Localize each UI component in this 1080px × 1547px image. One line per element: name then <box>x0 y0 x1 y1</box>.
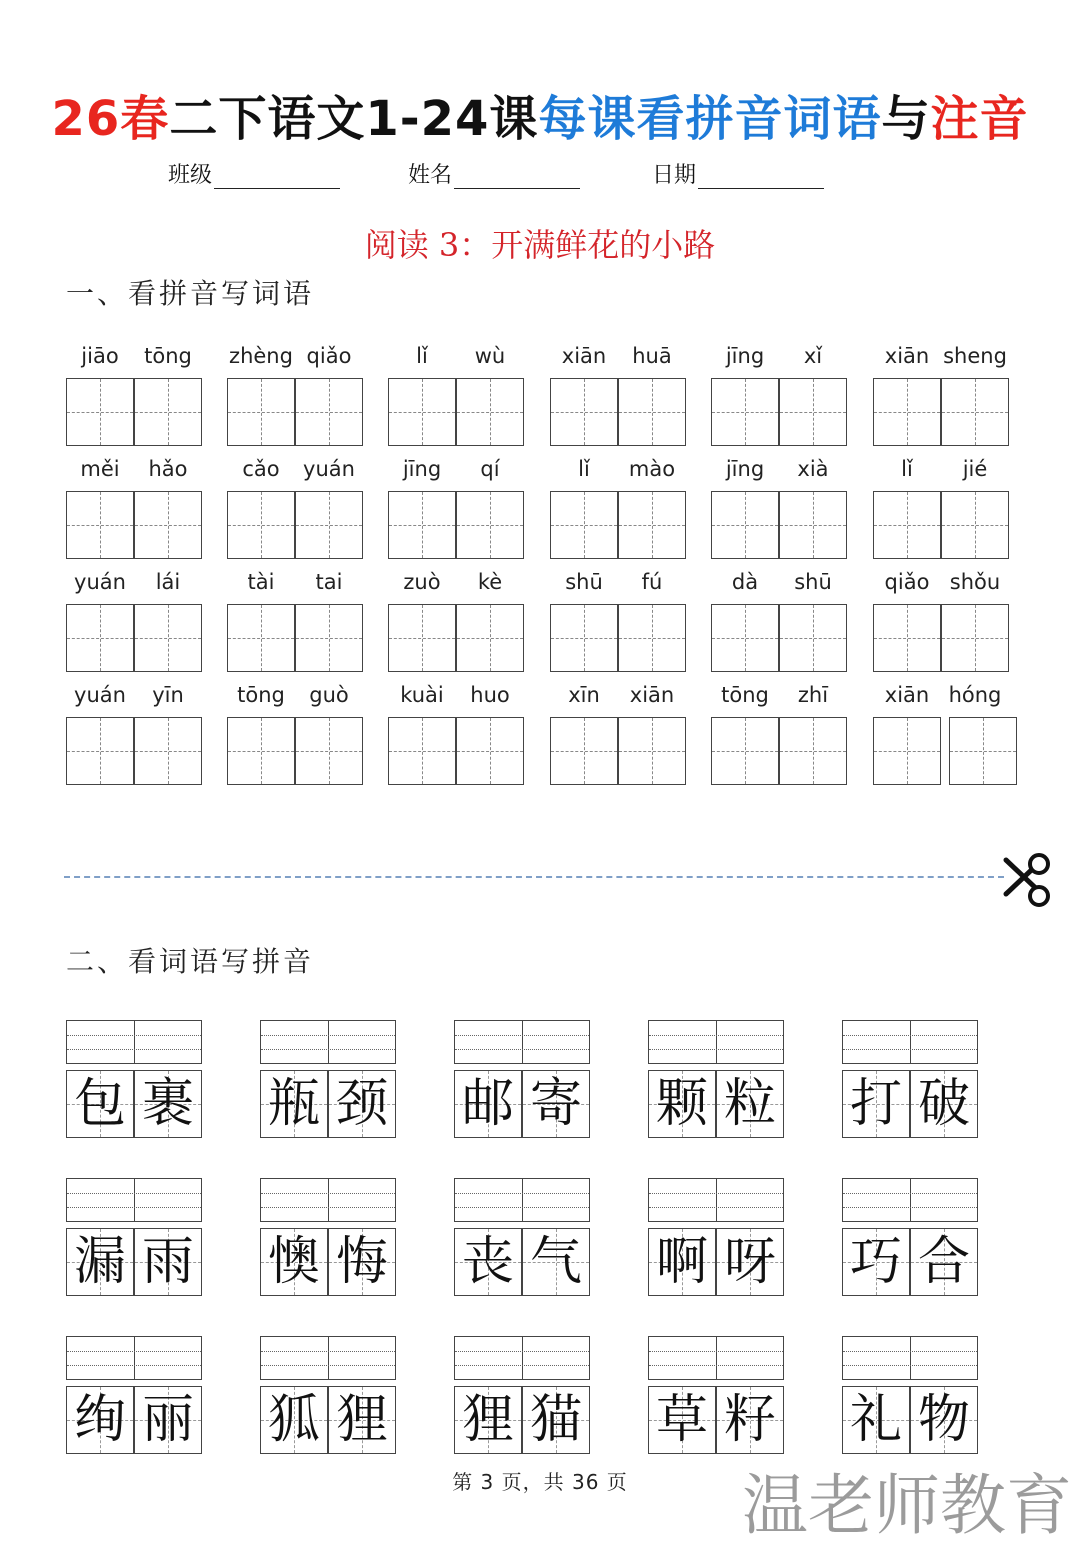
pinyin-syllable: wù <box>474 344 506 368</box>
pinyin-syllable: qiǎo <box>306 344 352 368</box>
pinyin-syllable: xiān <box>884 683 930 707</box>
pinyin-syllable: jié <box>962 457 988 481</box>
character-box <box>522 1386 590 1454</box>
pinyin-syllable: jīng <box>725 344 765 368</box>
pinyin-syllable: lǐ <box>416 344 428 368</box>
pinyin-row <box>711 457 847 487</box>
pinyin-word-item <box>66 344 202 446</box>
pinyin-syllable: zhī <box>797 683 829 707</box>
title-part: 每课看拼音词语 <box>538 91 882 147</box>
character-box <box>910 1070 978 1138</box>
writing-box[interactable] <box>550 491 618 559</box>
character-box <box>328 1228 396 1296</box>
character-box <box>842 1386 910 1454</box>
pinyin-writing-lines[interactable] <box>648 1020 784 1064</box>
pinyin-word-item <box>388 457 524 559</box>
character-box <box>716 1386 784 1454</box>
pinyin-syllable: hóng <box>948 683 1002 707</box>
pinyin-syllable: zhèng <box>229 344 293 368</box>
cut-line-divider <box>64 876 1004 878</box>
character-box <box>134 1228 202 1296</box>
pinyin-word-item <box>227 457 363 559</box>
pinyin-writing-lines[interactable] <box>66 1178 202 1222</box>
writing-box[interactable] <box>66 491 134 559</box>
writing-box[interactable] <box>779 604 847 672</box>
writing-box[interactable] <box>550 378 618 446</box>
pinyin-row <box>711 344 847 374</box>
writing-box[interactable] <box>711 717 779 785</box>
writing-box[interactable] <box>618 717 686 785</box>
pinyin-row <box>388 457 524 487</box>
pinyin-row <box>550 683 686 713</box>
character-box <box>842 1228 910 1296</box>
character-box <box>842 1070 910 1138</box>
pinyin-row <box>227 457 363 487</box>
writing-box[interactable] <box>618 604 686 672</box>
writing-box[interactable] <box>711 378 779 446</box>
word-item <box>842 1178 978 1296</box>
lesson-title: 阅读 3：开满鲜花的小路 <box>364 226 716 264</box>
section2-heading: 二、看词语写拼音 <box>66 945 315 978</box>
word-item <box>454 1178 590 1296</box>
writing-box[interactable] <box>227 491 295 559</box>
pinyin-writing-lines[interactable] <box>842 1336 978 1380</box>
pinyin-syllable: hǎo <box>148 457 188 481</box>
writing-box[interactable] <box>550 717 618 785</box>
character-box <box>260 1386 328 1454</box>
writing-box[interactable] <box>949 717 1017 785</box>
student-info-row <box>0 158 1080 190</box>
word-character: 丧 <box>461 1232 514 1292</box>
pinyin-syllable: xià <box>797 457 829 481</box>
writing-box[interactable] <box>227 378 295 446</box>
word-item <box>260 1020 396 1138</box>
word-character: 漏 <box>73 1232 126 1292</box>
pinyin-syllable: lǐ <box>901 457 913 481</box>
pinyin-row <box>388 344 524 374</box>
pinyin-row <box>66 683 202 713</box>
character-box <box>648 1386 716 1454</box>
word-item <box>842 1020 978 1138</box>
class-label: 班级 <box>168 163 213 188</box>
date-field[interactable] <box>652 158 824 189</box>
pinyin-row <box>66 344 202 374</box>
pinyin-row <box>550 570 686 600</box>
pinyin-writing-lines[interactable] <box>260 1178 396 1222</box>
word-item <box>260 1178 396 1296</box>
pinyin-syllable: tōng <box>721 683 769 707</box>
writing-box[interactable] <box>66 604 134 672</box>
writing-box[interactable] <box>711 604 779 672</box>
pinyin-syllable: tai <box>315 570 343 594</box>
word-item <box>454 1336 590 1454</box>
writing-box[interactable] <box>941 378 1009 446</box>
writing-box[interactable] <box>456 378 524 446</box>
word-character: 草 <box>655 1390 708 1450</box>
pinyin-word-item <box>388 570 524 672</box>
character-box <box>454 1228 522 1296</box>
writing-box[interactable] <box>618 378 686 446</box>
title-part: 注音 <box>930 91 1029 147</box>
writing-box[interactable] <box>295 378 363 446</box>
worksheet-title <box>0 80 1080 149</box>
word-character: 懊 <box>267 1232 320 1292</box>
pinyin-row <box>711 683 847 713</box>
pinyin-syllable: xīn <box>568 683 600 707</box>
writing-box[interactable] <box>295 604 363 672</box>
pinyin-syllable: xiān <box>884 344 930 368</box>
word-character: 破 <box>917 1074 970 1134</box>
word-character: 巧 <box>849 1232 902 1292</box>
pinyin-row <box>550 457 686 487</box>
word-item <box>648 1020 784 1138</box>
writing-box[interactable] <box>134 604 202 672</box>
pinyin-row <box>227 683 363 713</box>
date-label: 日期 <box>652 163 697 188</box>
character-box <box>454 1386 522 1454</box>
word-character: 合 <box>917 1232 970 1292</box>
pinyin-word-item <box>550 683 686 785</box>
word-character: 寄 <box>529 1074 582 1134</box>
pinyin-writing-lines[interactable] <box>260 1336 396 1380</box>
pinyin-word-item <box>550 344 686 446</box>
word-item <box>66 1178 202 1296</box>
character-box <box>522 1070 590 1138</box>
pinyin-syllable: qí <box>480 457 500 481</box>
name-blank-line[interactable] <box>454 168 580 189</box>
writing-box[interactable] <box>134 378 202 446</box>
character-box <box>260 1070 328 1138</box>
pinyin-syllable: sheng <box>943 344 1007 368</box>
pinyin-row <box>550 344 686 374</box>
title-part: 二下语文1-24课 <box>169 91 539 147</box>
pinyin-syllable: jiāo <box>81 344 119 368</box>
writing-box[interactable] <box>711 491 779 559</box>
pinyin-word-item <box>66 570 202 672</box>
pinyin-writing-lines[interactable] <box>842 1020 978 1064</box>
pinyin-row <box>227 570 363 600</box>
pinyin-word-item <box>388 683 524 785</box>
pinyin-word-item <box>873 683 1009 785</box>
word-item <box>66 1336 202 1454</box>
word-item <box>260 1336 396 1454</box>
word-character: 打 <box>849 1074 902 1134</box>
word-character: 呀 <box>723 1232 776 1292</box>
pinyin-word-item <box>711 457 847 559</box>
character-box <box>260 1228 328 1296</box>
word-character: 气 <box>529 1232 582 1292</box>
pinyin-writing-lines[interactable] <box>648 1178 784 1222</box>
title-part: 26春 <box>51 91 170 147</box>
writing-box[interactable] <box>779 717 847 785</box>
pinyin-row <box>66 457 202 487</box>
writing-box[interactable] <box>388 491 456 559</box>
writing-box[interactable] <box>873 378 941 446</box>
pinyin-syllable: huo <box>470 683 510 707</box>
pinyin-row <box>873 570 1009 600</box>
pinyin-word-item <box>711 344 847 446</box>
scissors-icon <box>992 848 1056 912</box>
pinyin-syllable: shǒu <box>949 570 1001 594</box>
word-character: 啊 <box>655 1232 708 1292</box>
word-character: 物 <box>917 1390 970 1450</box>
pinyin-writing-lines[interactable] <box>66 1020 202 1064</box>
writing-box[interactable] <box>941 491 1009 559</box>
word-character: 悔 <box>335 1232 388 1292</box>
pinyin-word-item <box>873 457 1009 559</box>
pinyin-syllable: kè <box>477 570 503 594</box>
pinyin-word-item <box>711 570 847 672</box>
writing-box[interactable] <box>295 491 363 559</box>
pinyin-word-item <box>711 683 847 785</box>
writing-box[interactable] <box>941 604 1009 672</box>
character-box <box>648 1228 716 1296</box>
name-label: 姓名 <box>408 163 453 188</box>
pinyin-syllable: lǐ <box>578 457 590 481</box>
pinyin-syllable: lái <box>155 570 181 594</box>
pinyin-syllable: kuài <box>400 683 444 707</box>
pinyin-syllable: dà <box>731 570 759 594</box>
writing-box[interactable] <box>779 491 847 559</box>
writing-box[interactable] <box>134 717 202 785</box>
pinyin-row <box>873 683 1009 713</box>
character-box <box>648 1070 716 1138</box>
writing-box[interactable] <box>550 604 618 672</box>
word-character: 粒 <box>723 1074 776 1134</box>
writing-box[interactable] <box>873 604 941 672</box>
pinyin-word-item <box>873 570 1009 672</box>
pinyin-writing-lines[interactable] <box>454 1178 590 1222</box>
pinyin-writing-lines[interactable] <box>66 1336 202 1380</box>
character-box <box>910 1386 978 1454</box>
pinyin-syllable: jīng <box>402 457 442 481</box>
word-item <box>66 1020 202 1138</box>
pinyin-row <box>711 570 847 600</box>
pinyin-syllable: shū <box>565 570 603 594</box>
word-character: 瓶 <box>267 1074 320 1134</box>
writing-box[interactable] <box>873 491 941 559</box>
word-character: 狸 <box>461 1390 514 1450</box>
page-number: 第 3 页，共 36 页 <box>452 1470 628 1494</box>
character-box <box>910 1228 978 1296</box>
word-character: 丽 <box>141 1390 194 1450</box>
pinyin-syllable: mào <box>628 457 676 481</box>
writing-box[interactable] <box>456 717 524 785</box>
writing-box[interactable] <box>779 378 847 446</box>
word-character: 雨 <box>141 1232 194 1292</box>
pinyin-syllable: tōng <box>237 683 285 707</box>
pinyin-syllable: xǐ <box>803 344 823 368</box>
character-box <box>134 1070 202 1138</box>
character-box <box>134 1386 202 1454</box>
class-field[interactable] <box>168 158 340 189</box>
pinyin-row <box>873 344 1009 374</box>
writing-box[interactable] <box>66 717 134 785</box>
pinyin-word-item <box>66 457 202 559</box>
character-box <box>454 1070 522 1138</box>
pinyin-syllable: jīng <box>725 457 765 481</box>
word-character: 礼 <box>849 1390 902 1450</box>
word-character: 狸 <box>335 1390 388 1450</box>
character-box <box>716 1070 784 1138</box>
pinyin-writing-lines[interactable] <box>648 1336 784 1380</box>
writing-box[interactable] <box>388 717 456 785</box>
pinyin-word-item <box>388 344 524 446</box>
writing-box[interactable] <box>227 604 295 672</box>
name-field[interactable] <box>408 158 580 189</box>
pinyin-syllable: yuán <box>74 570 126 594</box>
title-part: 与 <box>881 91 931 147</box>
pinyin-writing-lines[interactable] <box>842 1178 978 1222</box>
pinyin-writing-lines[interactable] <box>454 1020 590 1064</box>
pinyin-word-item <box>66 683 202 785</box>
pinyin-syllable: cǎo <box>242 457 280 481</box>
pinyin-syllable: tài <box>247 570 275 594</box>
pinyin-writing-lines[interactable] <box>454 1336 590 1380</box>
pinyin-row <box>227 344 363 374</box>
character-box <box>66 1386 134 1454</box>
date-blank-line[interactable] <box>698 168 824 189</box>
pinyin-row <box>388 683 524 713</box>
pinyin-row <box>388 570 524 600</box>
character-box <box>716 1228 784 1296</box>
word-character: 邮 <box>461 1074 514 1134</box>
section1-heading: 一、看拼音写词语 <box>66 277 315 310</box>
pinyin-syllable: fú <box>641 570 663 594</box>
pinyin-row <box>66 570 202 600</box>
writing-box[interactable] <box>66 378 134 446</box>
pinyin-syllable: shū <box>794 570 832 594</box>
writing-box[interactable] <box>456 604 524 672</box>
pinyin-word-item <box>873 344 1009 446</box>
writing-box[interactable] <box>456 491 524 559</box>
pinyin-syllable: yīn <box>152 683 184 707</box>
pinyin-word-item <box>227 570 363 672</box>
word-item <box>648 1336 784 1454</box>
pinyin-syllable: zuò <box>403 570 441 594</box>
word-character: 颗 <box>655 1074 708 1134</box>
pinyin-word-item <box>227 683 363 785</box>
word-item <box>648 1178 784 1296</box>
word-character: 颈 <box>335 1074 388 1134</box>
pinyin-syllable: měi <box>80 457 120 481</box>
writing-box[interactable] <box>618 491 686 559</box>
class-blank-line[interactable] <box>214 168 340 189</box>
word-character: 绚 <box>73 1390 126 1450</box>
word-character: 包 <box>73 1074 126 1134</box>
pinyin-row <box>873 457 1009 487</box>
pinyin-syllable: qiǎo <box>884 570 930 594</box>
word-character: 狐 <box>267 1390 320 1450</box>
pinyin-syllable: yuán <box>74 683 126 707</box>
word-character: 籽 <box>723 1390 776 1450</box>
word-character: 裹 <box>141 1074 194 1134</box>
word-item <box>842 1336 978 1454</box>
pinyin-syllable: guò <box>309 683 349 707</box>
character-box <box>66 1228 134 1296</box>
watermark-text: 温老师教育 <box>742 1467 1072 1544</box>
writing-box[interactable] <box>388 604 456 672</box>
character-box <box>328 1386 396 1454</box>
writing-box[interactable] <box>227 717 295 785</box>
pinyin-syllable: xiān <box>561 344 607 368</box>
character-box <box>66 1070 134 1138</box>
character-box <box>522 1228 590 1296</box>
word-item <box>454 1020 590 1138</box>
pinyin-writing-lines[interactable] <box>260 1020 396 1064</box>
word-character: 猫 <box>529 1390 582 1450</box>
pinyin-syllable: xiān <box>629 683 675 707</box>
writing-box[interactable] <box>388 378 456 446</box>
pinyin-syllable: huā <box>632 344 672 368</box>
writing-box[interactable] <box>134 491 202 559</box>
character-box <box>328 1070 396 1138</box>
pinyin-syllable: tōng <box>144 344 192 368</box>
writing-box[interactable] <box>295 717 363 785</box>
pinyin-word-item <box>550 457 686 559</box>
writing-box[interactable] <box>873 717 941 785</box>
pinyin-syllable: yuán <box>303 457 355 481</box>
pinyin-word-item <box>550 570 686 672</box>
pinyin-word-item <box>227 344 363 446</box>
